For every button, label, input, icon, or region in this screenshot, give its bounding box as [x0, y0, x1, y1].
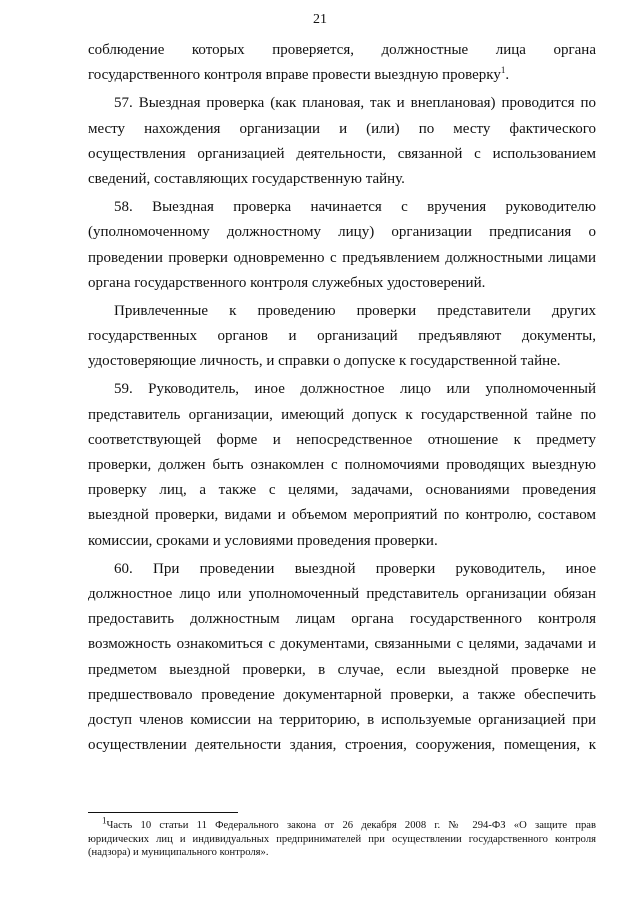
- paragraph-57-line: 57. Выездная проверка (как плановая, так и внеплановая) проводится по: [114, 95, 596, 112]
- text-line: соблюдение которых проверяется, должностные лица органа: [88, 42, 596, 58]
- paragraph-60-line: 60. При проведении выездной проверки руководитель, иное: [114, 560, 596, 577]
- footnote-text: Часть 10 статьи 11 Федерального закона от 26 декабря 2008 г. № 294-ФЗ «О защите прав: [106, 820, 596, 831]
- paragraph-59-line: проверки, должен быть ознакомлен с полномочиями проводящих выездную: [88, 457, 596, 473]
- paragraph-57-line: осуществления организацией деятельности, связанной с использованием: [88, 145, 596, 162]
- text-fragment: государственного контроля вправе провести выездную проверку: [88, 67, 501, 84]
- footnote-marker: 1: [102, 815, 107, 826]
- paragraph-59-line: проверку лиц, а также с целями, задачами, основаниями проведения: [88, 482, 596, 499]
- paragraph-60-line: осуществлении деятельности здания, строения, сооружения, помещения, к: [88, 737, 596, 754]
- paragraph-60-line: должностное лицо или уполномоченный представитель организации обязан: [88, 585, 596, 602]
- paragraph-59-line: представитель организации, имеющий допуск к государственной тайне по: [88, 406, 596, 423]
- paragraph-60-line: предшествовало проведение документарной проверки, а также обеспечить: [88, 686, 596, 703]
- paragraph-59-line: комиссии, сроками и условиями проведения проверки.: [88, 532, 438, 549]
- footnote-reference: 1: [500, 65, 506, 76]
- footnote-separator: [88, 812, 238, 813]
- paragraph-58b-line: удостоверяющие личность, и справки о допуске к государственной тайне.: [88, 353, 561, 370]
- paragraph-58-line: органа государственного контроля служебных удостоверений.: [88, 274, 486, 291]
- paragraph-60-line: предметом выездной проверки, в случае, если выездной проверке не: [88, 661, 596, 678]
- page-number: 21: [313, 12, 327, 27]
- paragraph-58b-line: государственных органов и организаций предъявляют документы,: [88, 328, 596, 345]
- footnote-block: [88, 815, 596, 860]
- paragraph-58-line: проведении проверки одновременно с предъявлением должностными лицами: [88, 249, 596, 266]
- paragraph-58-line: (уполномоченному должностному лицу) организации предписания о: [88, 224, 596, 241]
- paragraph-58-line: 58. Выездная проверка начинается с вручения руководителю: [114, 199, 596, 216]
- footnote-line: [88, 815, 596, 833]
- paragraph-58b-line: Привлеченные к проведению проверки представители других: [114, 302, 596, 319]
- paragraph-59-line: 59. Руководитель, иное должностное лицо или уполномоченный: [114, 381, 596, 398]
- footnote-line: (надзора) и муниципального контроля».: [88, 847, 269, 858]
- paragraph-60-line: возможность ознакомиться с документами, связанными с целями, задачами и: [88, 636, 596, 653]
- paragraph-57-line: сведений, составляющих государственную тайну.: [88, 170, 405, 187]
- paragraph-59-line: выездной проверки, видами и объемом мероприятий по контролю, составом: [88, 507, 596, 524]
- paragraph-60-line: предоставить должностным лицам органа государственного контроля: [88, 611, 596, 628]
- paragraph-59-line: соответствующей форме и непосредственное отношение к предмету: [88, 431, 596, 448]
- text-line: [88, 63, 596, 88]
- footnote-line: юридических лиц и индивидуальных предпринимателей при осуществлении государственного контроля: [88, 833, 596, 845]
- paragraph-60-line: доступ членов комиссии на территорию, в используемые организацией при: [88, 711, 596, 728]
- document-body: [88, 38, 596, 758]
- paragraph-57-line: месту нахождения организации и (или) по месту фактического: [88, 120, 596, 137]
- text-fragment: .: [505, 67, 510, 84]
